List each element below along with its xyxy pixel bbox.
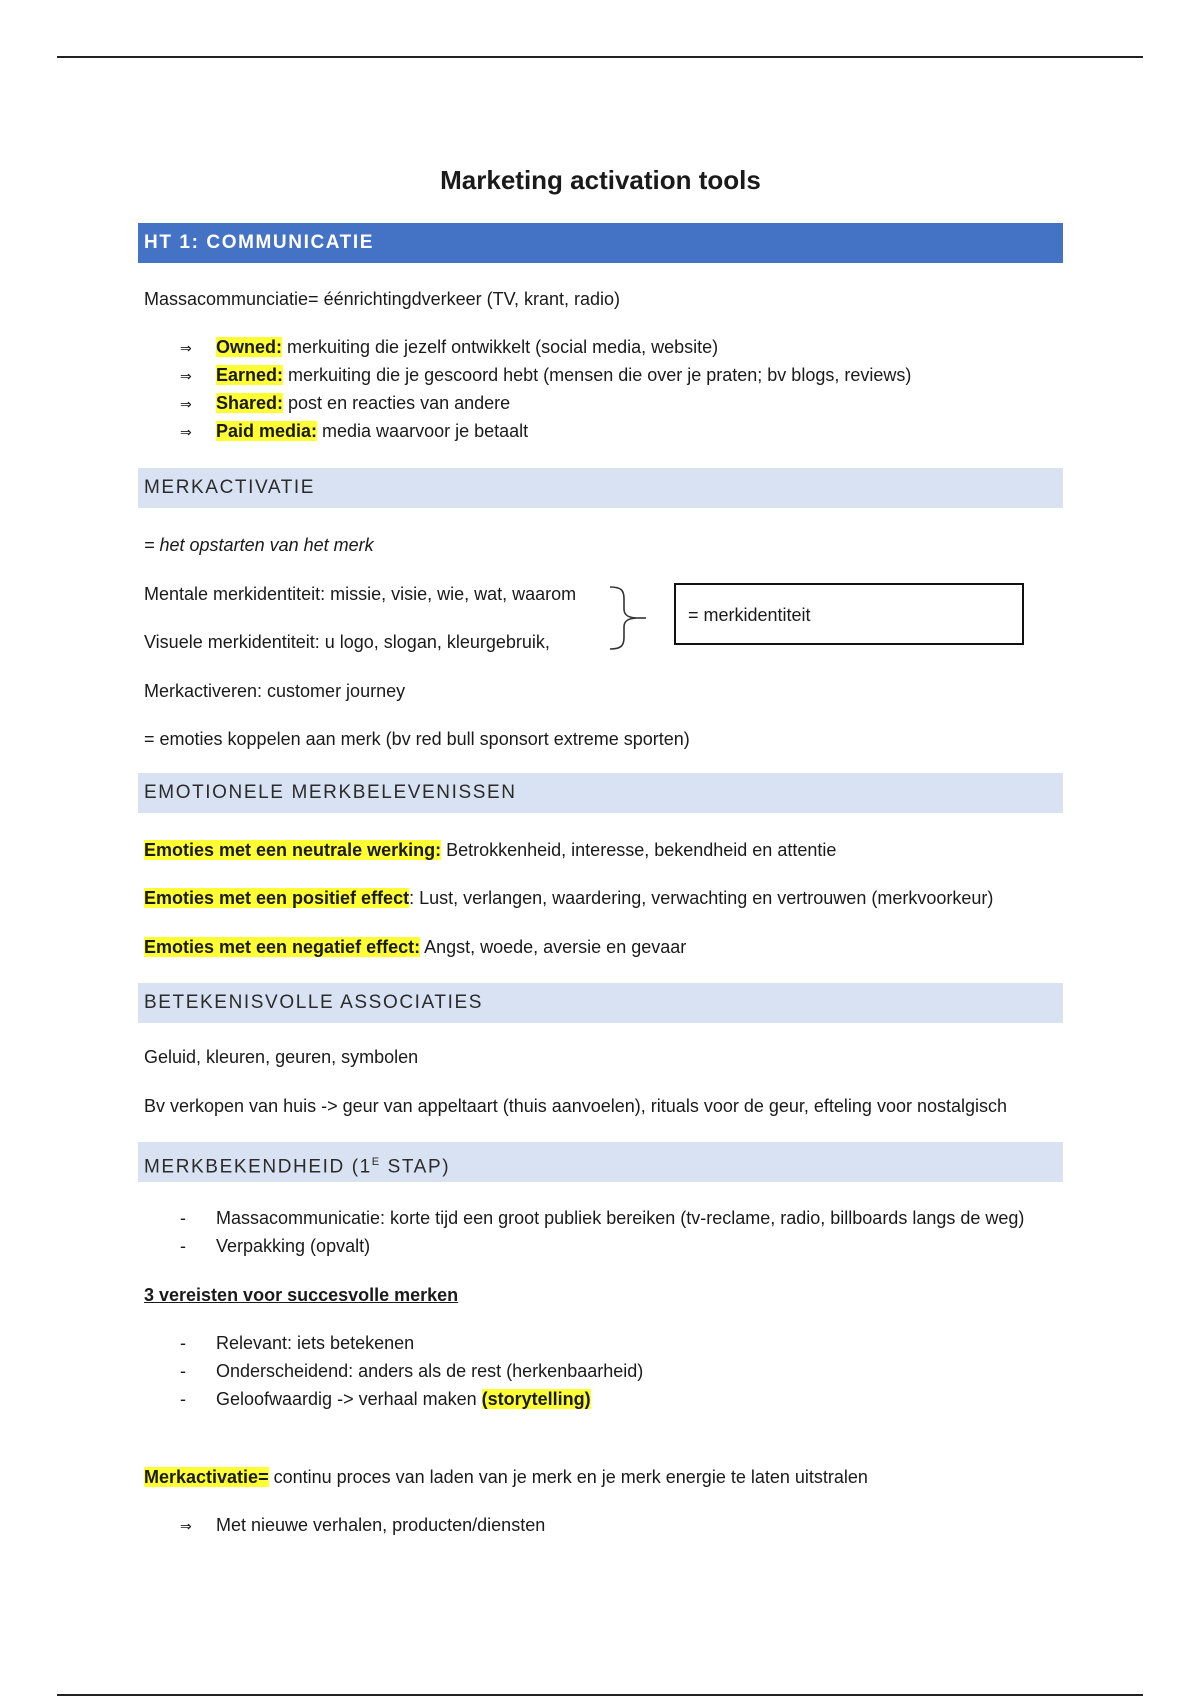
list-item bbox=[180, 1359, 643, 1383]
merkactivatie-definition: = het opstarten van het merk bbox=[144, 535, 374, 555]
item-text: Onderscheidend: anders als de rest (herkenbaarheid) bbox=[216, 1361, 644, 1381]
mentale-merkidentiteit: Mentale merkidentiteit: missie, visie, wie, wat, waarom bbox=[144, 584, 577, 604]
section-heading-merkactivatie: MERKACTIVATIE bbox=[138, 468, 1063, 508]
item-text: media waarvoor je betaalt bbox=[317, 421, 529, 441]
heading-end: STAP) bbox=[380, 1156, 451, 1178]
dash-bullet: - bbox=[180, 1236, 186, 1256]
arrow-bullet-icon: ⇒ bbox=[180, 1518, 192, 1534]
section-heading-communicatie: HT 1: COMMUNICATIE bbox=[138, 223, 1063, 263]
list-item bbox=[180, 419, 528, 444]
term-earned: Earned: bbox=[216, 365, 284, 385]
heading-main: MERKBEKENDHEID (1 bbox=[144, 1156, 372, 1178]
item-text: Geloofwaardig -> verhaal maken bbox=[216, 1389, 482, 1409]
row-text: : Lust, verlangen, waardering, verwachting en vertrouwen (merkvoorkeur) bbox=[409, 888, 994, 908]
term-shared: Shared: bbox=[216, 393, 284, 413]
visuele-merkidentiteit: Visuele merkidentiteit: u logo, slogan, kleurgebruik, bbox=[144, 632, 550, 652]
term-positief: Emoties met een positief effect bbox=[144, 888, 410, 908]
list-item bbox=[180, 1234, 370, 1258]
associaties-line2: Bv verkopen van huis -> geur van appeltaart (thuis aanvoelen), rituals voor de geur, efteling voor nostalgisch bbox=[144, 1096, 1008, 1116]
term-negatief: Emoties met een negatief effect: bbox=[144, 937, 421, 957]
arrow-bullet-icon: ⇒ bbox=[180, 396, 192, 412]
arrow-bullet-icon: ⇒ bbox=[180, 424, 192, 440]
page-title: Marketing activation tools bbox=[440, 165, 761, 195]
merkactivatie-definition-final bbox=[144, 1465, 868, 1489]
dash-bullet: - bbox=[180, 1389, 186, 1409]
emoties-koppelen: = emoties koppelen aan merk (bv red bull sponsort extreme sporten) bbox=[144, 729, 690, 749]
arrow-bullet-icon: ⇒ bbox=[180, 340, 192, 356]
item-text: Met nieuwe verhalen, producten/diensten bbox=[216, 1515, 546, 1535]
item-text: merkuiting die jezelf ontwikkelt (social media, website) bbox=[282, 337, 719, 357]
intro-text: Massacommunciatie= éénrichtingdverkeer (TV, krant, radio) bbox=[144, 289, 621, 309]
term-owned: Owned: bbox=[216, 337, 282, 357]
list-item bbox=[180, 335, 718, 360]
heading-sup: E bbox=[371, 1156, 381, 1168]
item-text: merkuiting die je gescoord hebt (mensen die over je praten; bv blogs, reviews) bbox=[283, 365, 912, 385]
list-item bbox=[180, 391, 510, 416]
list-item bbox=[180, 1513, 545, 1538]
row-text: Angst, woede, aversie en gevaar bbox=[420, 937, 687, 957]
dash-bullet: - bbox=[180, 1208, 186, 1228]
term-paid-media: Paid media: bbox=[216, 421, 318, 441]
emotie-positief bbox=[144, 886, 993, 910]
storytelling-highlight: (storytelling) bbox=[481, 1389, 591, 1409]
associaties-line1: Geluid, kleuren, geuren, symbolen bbox=[144, 1047, 419, 1067]
arrow-bullet-icon: ⇒ bbox=[180, 368, 192, 384]
item-text: Massacommunicatie: korte tijd een groot publiek bereiken (tv-reclame, radio, billboards langs de weg) bbox=[216, 1208, 1025, 1228]
definition-text: continu proces van laden van je merk en je merk energie te laten uitstralen bbox=[268, 1467, 868, 1487]
item-text: post en reacties van andere bbox=[283, 393, 511, 413]
section-heading-associaties: BETEKENISVOLLE ASSOCIATIES bbox=[138, 983, 1063, 1023]
vereisten-subheading: 3 vereisten voor succesvolle merken bbox=[144, 1285, 459, 1305]
emotie-neutraal bbox=[144, 838, 836, 862]
curly-brace-icon bbox=[608, 585, 668, 651]
merkidentiteit-box: = merkidentiteit bbox=[674, 583, 1024, 645]
merkactiveren: Merkactiveren: customer journey bbox=[144, 681, 406, 701]
list-item bbox=[180, 1206, 1024, 1230]
item-text: Verpakking (opvalt) bbox=[216, 1236, 371, 1256]
list-item bbox=[180, 1331, 414, 1355]
section-heading-emotionele: EMOTIONELE MERKBELEVENISSEN bbox=[138, 773, 1063, 813]
term-merkactivatie: Merkactivatie= bbox=[144, 1467, 269, 1487]
page-bottom-rule bbox=[57, 1694, 1143, 1696]
item-text: Relevant: iets betekenen bbox=[216, 1333, 415, 1353]
section-heading-merkbekendheid bbox=[138, 1142, 1063, 1182]
row-text: Betrokkenheid, interesse, bekendheid en attentie bbox=[441, 840, 837, 860]
page-top-rule bbox=[57, 56, 1143, 58]
emotie-negatief bbox=[144, 935, 686, 959]
dash-bullet: - bbox=[180, 1361, 186, 1381]
term-neutraal: Emoties met een neutrale werking: bbox=[144, 840, 442, 860]
list-item bbox=[180, 363, 911, 388]
list-item bbox=[180, 1387, 591, 1411]
dash-bullet: - bbox=[180, 1333, 186, 1353]
